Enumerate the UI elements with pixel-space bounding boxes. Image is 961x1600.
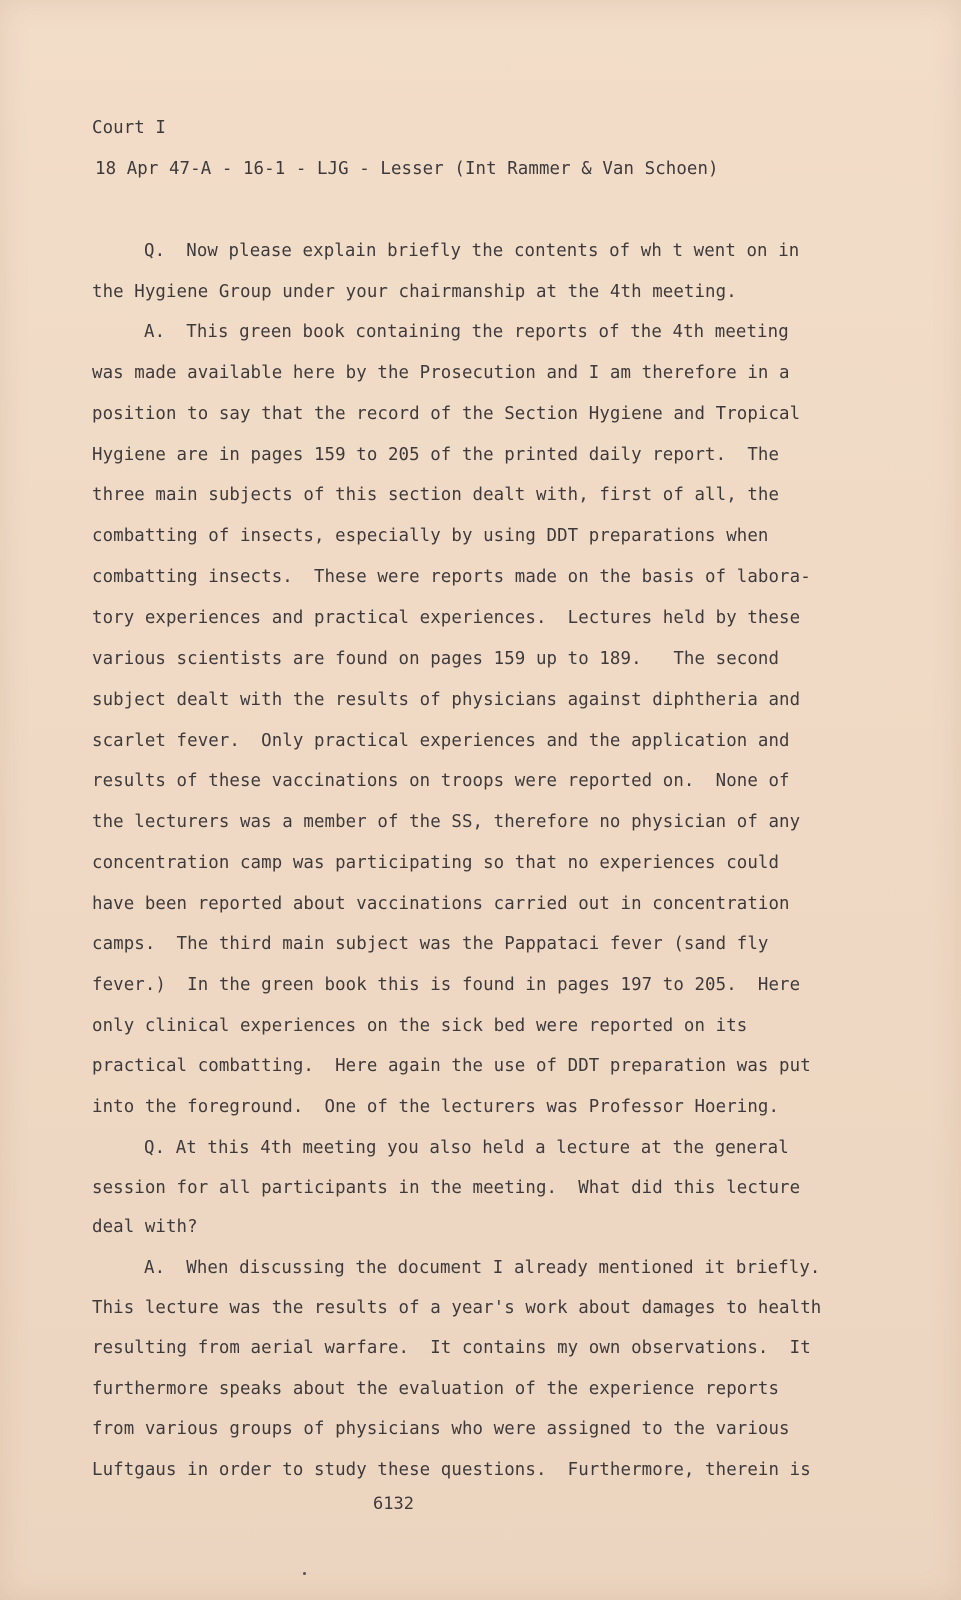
text-line: camps. The third main subject was the Pappataci fever (sand fly: [92, 934, 769, 954]
ink-speck: [303, 1572, 306, 1575]
text-line: fever.) In the green book this is found in pages 197 to 205. Here: [92, 975, 801, 995]
text-line: have been reported about vaccinations carried out in concentration: [92, 894, 790, 914]
text-line: This lecture was the results of a year's work about damages to health: [92, 1298, 822, 1318]
court-label: Court I: [92, 118, 166, 138]
text-line: combatting insects. These were reports made on the basis of labora-: [92, 567, 811, 587]
text-line: the lecturers was a member of the SS, therefore no physician of any: [92, 812, 801, 832]
text-line: from various groups of physicians who were assigned to the various: [92, 1419, 790, 1439]
text-line: concentration camp was participating so that no experiences could: [92, 853, 780, 873]
text-line: only clinical experiences on the sick bed were reported on its: [92, 1016, 748, 1036]
text-line: tory experiences and practical experiences. Lectures held by these: [92, 608, 801, 628]
page-number: 6132: [373, 1494, 414, 1514]
text-line: practical combatting. Here again the use of DDT preparation was put: [92, 1056, 811, 1076]
text-line: combatting of insects, especially by using DDT preparations when: [92, 526, 769, 546]
text-line: three main subjects of this section dealt with, first of all, the: [92, 485, 780, 505]
text-line: resulting from aerial warfare. It contains my own observations. It: [92, 1338, 811, 1358]
text-line: deal with?: [92, 1217, 198, 1237]
text-line: various scientists are found on pages 159 up to 189. The second: [92, 649, 780, 669]
text-line: A. This green book containing the reports of the 4th meeting: [144, 322, 789, 342]
session-header: 18 Apr 47-A - 16-1 - LJG - Lesser (Int Rammer & Van Schoen): [95, 159, 719, 179]
text-line: into the foreground. One of the lecturers was Professor Hoering.: [92, 1097, 780, 1117]
text-line: furthermore speaks about the evaluation of the experience reports: [92, 1379, 780, 1399]
text-line: Hygiene are in pages 159 to 205 of the printed daily report. The: [92, 445, 780, 465]
text-line: session for all participants in the meeting. What did this lecture: [92, 1178, 801, 1198]
text-line: was made available here by the Prosecution and I am therefore in a: [92, 363, 790, 383]
text-line: the Hygiene Group under your chairmanship at the 4th meeting.: [92, 282, 737, 302]
text-line: Q. At this 4th meeting you also held a lecture at the general: [144, 1138, 789, 1158]
text-line: position to say that the record of the Section Hygiene and Tropical: [92, 404, 801, 424]
text-line: subject dealt with the results of physicians against diphtheria and: [92, 690, 801, 710]
text-line: results of these vaccinations on troops were reported on. None of: [92, 771, 790, 791]
text-line: scarlet fever. Only practical experiences and the application and: [92, 731, 790, 751]
text-line: A. When discussing the document I already mentioned it briefly.: [144, 1258, 821, 1278]
text-line: Luftgaus in order to study these questions. Furthermore, therein is: [92, 1460, 811, 1480]
text-line: Q. Now please explain briefly the contents of wh t went on in: [144, 241, 800, 261]
